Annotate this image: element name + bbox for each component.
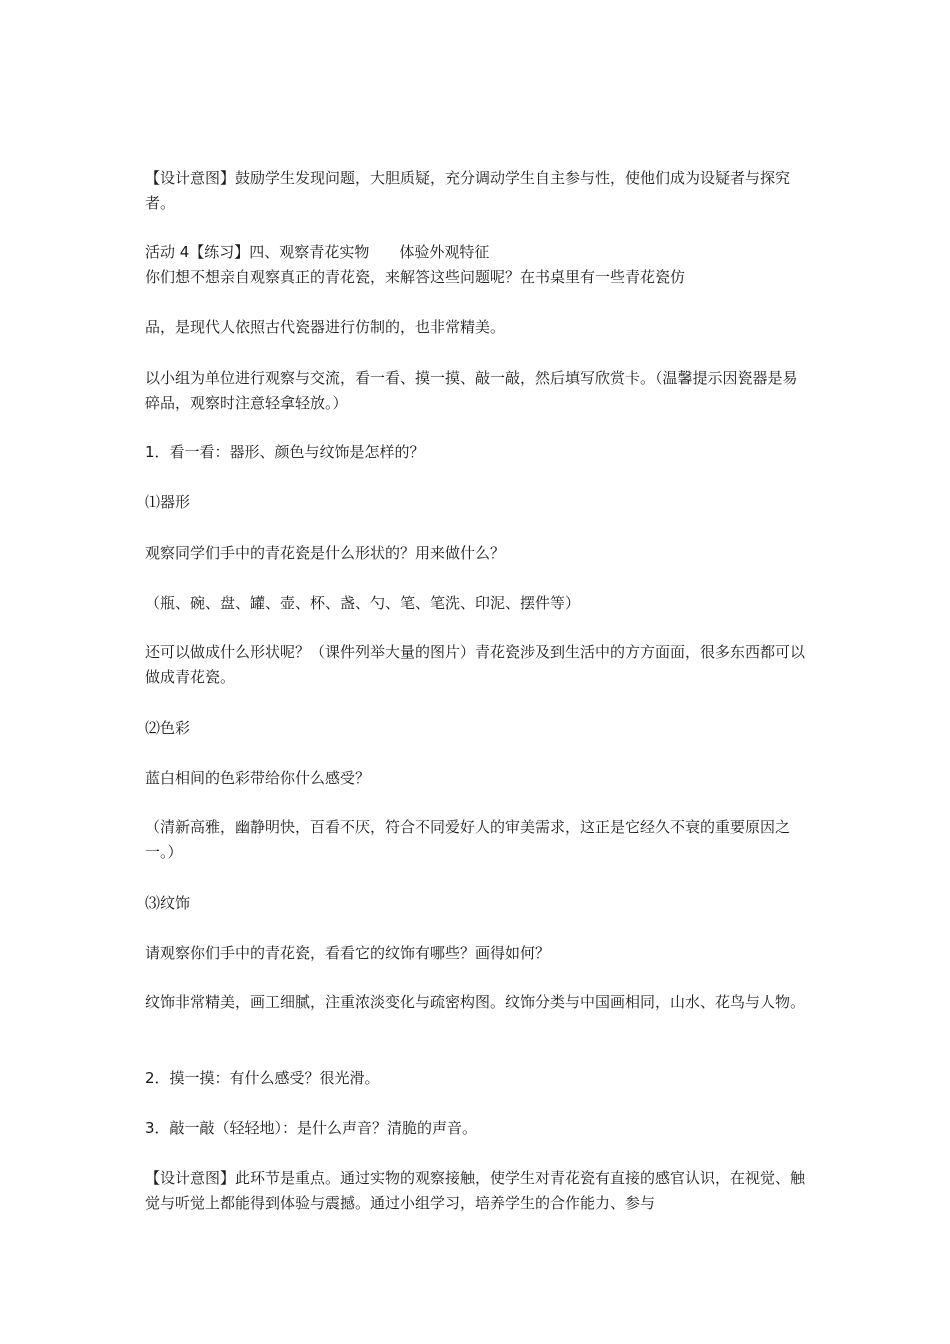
group-observation-paragraph: 以小组为单位进行观察与交流，看一看、摸一摸、敲一敲，然后填写欣赏卡。（温馨提示因瓷器是易碎品，观察时注意轻拿轻放。） — [145, 369, 798, 412]
step-1-look: 1．看一看：器形、颜色与纹饰是怎样的？ — [145, 443, 425, 461]
color-answer: （清新高雅，幽静明快，百看不厌，符合不同爱好人的审美需求，这正是它经久不衰的重要原因之一。） — [145, 818, 791, 861]
decoration-question: 请观察你们手中的青花瓷，看看它的纹饰有哪些？画得如何？ — [145, 944, 551, 962]
shape-question: 观察同学们手中的青花瓷是什么形状的？用来做什么？ — [145, 544, 506, 562]
step-3-tap: 3．敲一敲（轻轻地）：是什么声音？清脆的声音。 — [145, 1119, 478, 1137]
activity-4-heading: 活动 4【练习】四、观察青花实物 体验外观特征 — [145, 243, 490, 261]
shape-answer: （瓶、碗、盘、罐、壶、杯、盏、勺、笔、笔洗、印泥、摆件等） — [145, 594, 581, 612]
shape-extension-paragraph: 还可以做成什么形状呢？（课件列举大量的图片）青花瓷涉及到生活中的方方面面，很多东西都可以做成青花瓷。 — [145, 643, 806, 686]
design-intent-paragraph-1: 【设计意图】鼓励学生发现问题，大胆质疑，充分调动学生自主参与性，使他们成为设疑者与探究者。 — [145, 169, 791, 212]
intro-paragraph-line-1: 你们想不想亲自观察真正的青花瓷，来解答这些问题呢？在书桌里有一些青花瓷仿 — [145, 268, 686, 286]
color-question: 蓝白相间的色彩带给你什么感受？ — [145, 769, 371, 787]
step-2-touch: 2．摸一摸：有什么感受？很光滑。 — [145, 1069, 380, 1087]
intro-paragraph-line-2: 品，是现代人依照古代瓷器进行仿制的，也非常精美。 — [145, 318, 506, 336]
decoration-answer: 纹饰非常精美，画工细腻，注重浓淡变化与疏密构图。纹饰分类与中国画相同，山水、花鸟与人物。 — [145, 993, 806, 1011]
subheading-shape: ⑴器形 — [145, 493, 191, 511]
design-intent-paragraph-2: 【设计意图】此环节是重点。通过实物的观察接触，使学生对青花瓷有直接的感官认识，在视觉、触觉与听觉上都能得到体验与震撼。通过小组学习，培养学生的合作能力、参与 — [145, 1169, 806, 1212]
subheading-color: ⑵色彩 — [145, 719, 191, 737]
subheading-decoration: ⑶纹饰 — [145, 894, 191, 912]
